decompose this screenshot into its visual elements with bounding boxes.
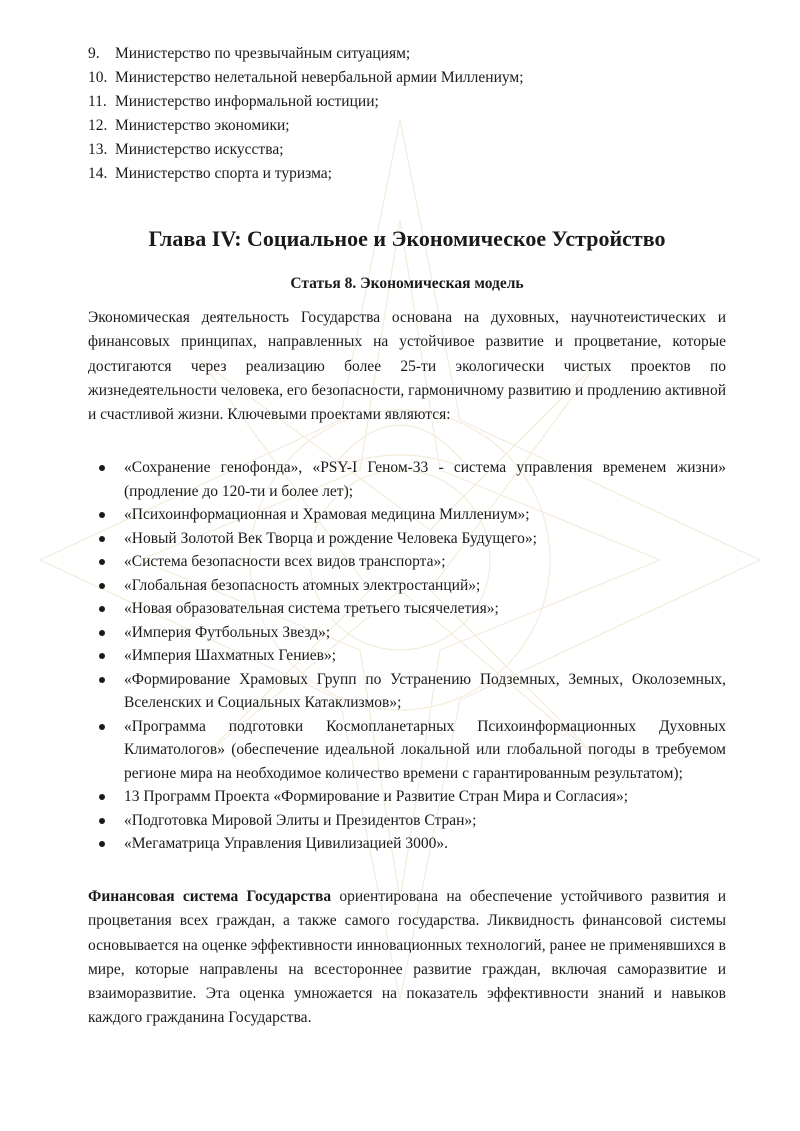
list-item-text: «Новый Золотой Век Творца и рождение Человека Будущего»; <box>124 529 537 547</box>
list-item-number: 13. <box>88 141 108 158</box>
article-title: Статья 8. Экономическая модель <box>290 275 524 292</box>
bullet-icon <box>99 559 105 565</box>
list-item <box>88 162 726 186</box>
intro-paragraph: Экономическая деятельность Государства основана на духовных, научнотеистических и финансовых принципах, направленных на устойчивое развитие и процветание, которые достигаются через реализацию более 25-ти экологически чистых проектов по жизнедеятельности человека, его безопасности, гармоничному развитию и продлению активной и счастливой жизни. Ключевыми проектами являются: <box>88 309 726 424</box>
list-item <box>88 90 726 114</box>
ministries-list <box>88 42 726 186</box>
list-item <box>88 785 726 809</box>
bullet-icon <box>99 653 105 659</box>
bullet-icon <box>99 630 105 636</box>
list-item-text: Министерство информальной юстиции; <box>115 93 379 110</box>
list-item <box>88 527 726 551</box>
list-item-number: 10. <box>88 69 108 86</box>
list-item <box>88 550 726 574</box>
list-item-text: Министерство нелетальной невербальной армии Миллениум; <box>115 69 524 86</box>
list-item-text: «Подготовка Мировой Элиты и Президентов Стран»; <box>124 811 477 829</box>
bullet-icon <box>99 794 105 800</box>
list-item-text: «Программа подготовки Космопланетарных Психоинформационных Духовных Климатологов» (обеспечение идеальной локальной или глобальной погоды в требуемом регионе мира на необходимое количество времени с гарантированным результатом); <box>124 717 726 782</box>
bullet-icon <box>99 606 105 612</box>
list-item <box>88 503 726 527</box>
list-item-text: Министерство по чрезвычайным ситуациям; <box>115 45 411 62</box>
bullet-icon <box>99 841 105 847</box>
finance-paragraph <box>88 885 726 1031</box>
list-item <box>88 621 726 645</box>
bullet-icon <box>99 818 105 824</box>
bullet-icon <box>99 677 105 683</box>
list-item-text: «Формирование Храмовых Групп по Устранению Подземных, Земных, Околоземных, Вселенских и Социальных Катаклизмов»; <box>124 670 726 711</box>
list-item <box>88 597 726 621</box>
list-item <box>88 715 726 786</box>
list-item-number: 14. <box>88 165 108 182</box>
bullet-icon <box>99 724 105 730</box>
list-item-text: «Империя Шахматных Гениев»; <box>124 647 337 664</box>
projects-list <box>88 456 726 856</box>
finance-paragraph-text: ориентирована на обеспечение устойчивого развития и процветания всех граждан, а также самого государства. Ликвидность финансовой системы основывается на оценке эффективности инновационных технологий, ранее не применявшихся в мире, которые направлены на всестороннее развитие граждан, включая саморазвитие и взаиморазвитие. Эта оценка умножается на показатель эффективности знаний и навыков каждого гражданина Государства. <box>88 888 726 1027</box>
bullet-icon <box>99 536 105 542</box>
list-item-text: Министерство экономики; <box>115 117 290 134</box>
list-item <box>88 456 726 503</box>
list-item-text: «Глобальная безопасность атомных электростанций»; <box>124 576 481 594</box>
list-item-text: «Психоинформационная и Храмовая медицина Миллениум»; <box>124 506 530 523</box>
list-item-text: Министерство искусства; <box>115 141 284 158</box>
list-item <box>88 114 726 138</box>
list-item <box>88 42 726 66</box>
bullet-icon <box>99 583 105 589</box>
list-item <box>88 644 726 668</box>
list-item <box>88 668 726 715</box>
list-item <box>88 574 726 598</box>
finance-lead-bold: Финансовая система Государства <box>88 888 332 905</box>
list-item-number: 12. <box>88 117 108 134</box>
list-item-number: 11. <box>88 93 107 110</box>
list-item-text: «Новая образовательная система третьего тысячелетия»; <box>124 600 499 617</box>
list-item <box>88 809 726 833</box>
list-item-text: «Система безопасности всех видов транспорта»; <box>124 553 446 570</box>
list-item <box>88 66 726 90</box>
list-item-text: 13 Программ Проекта «Формирование и Развитие Стран Мира и Согласия»; <box>124 788 629 805</box>
list-item-number: 9. <box>88 45 100 62</box>
bullet-icon <box>99 512 105 518</box>
list-item <box>88 832 726 856</box>
chapter-title: Глава IV: Социальное и Экономическое Устройство <box>148 226 666 251</box>
list-item-text: Министерство спорта и туризма; <box>115 165 332 182</box>
list-item-text: «Сохранение генофонда», «PSY-I Геном-33 - система управления временем жизни» (продление до 120-ти и более лет); <box>124 459 726 500</box>
list-item <box>88 138 726 162</box>
list-item-text: «Империя Футбольных Звезд»; <box>124 623 331 641</box>
list-item-text: «Мегаматрица Управления Цивилизацией 3000». <box>124 835 448 852</box>
bullet-icon <box>99 465 105 471</box>
